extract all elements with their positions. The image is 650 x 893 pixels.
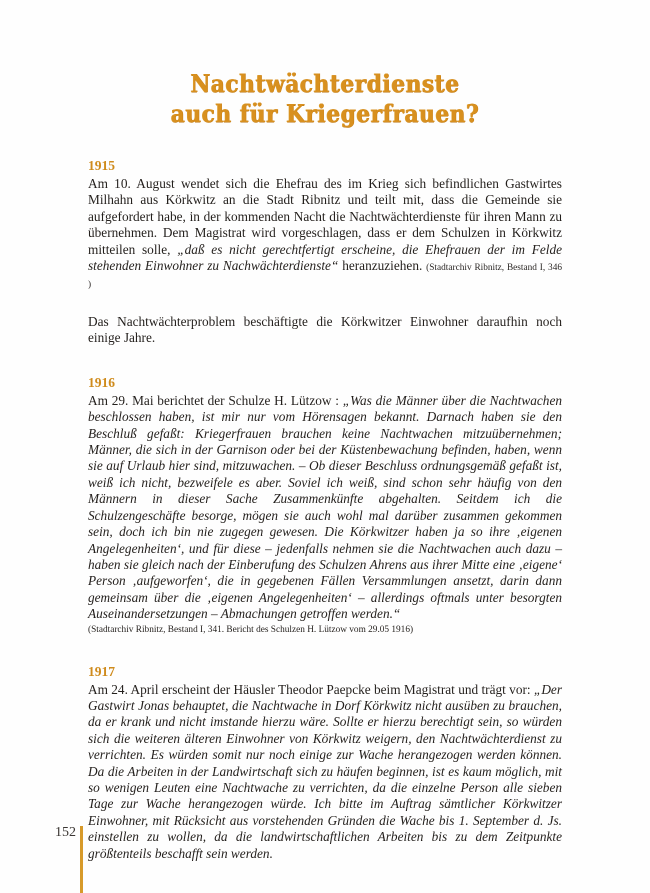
section-1917 [88, 664, 562, 862]
section-paragraph-1916 [88, 393, 562, 623]
section-1915 [88, 158, 562, 292]
section-year-heading-1915: 1915 [88, 158, 115, 173]
page-title-line-2: auch für Kriegerfrauen? [170, 99, 480, 128]
paragraph-lead-1915: Am 10. August wendet sich die Ehefrau des im Krieg sich befindlichen Gastwirtes Milhahn aus Körkwitz an die Stadt Ribnitz und teilt mit, dass die Gemeinde sie aufgefordert habe, in der kommenden Nacht die Nachtwächterdienste für ihren Mann zu übernehmen. Dem Magistrat wird vorgeschlagen, dass er dem Schulzen in Körkwitz mitteilen solle, [88, 176, 562, 257]
spacer [88, 292, 562, 314]
citation-1915: (Stadtarchiv Ribnitz, Bestand I, 346 ) [88, 263, 562, 291]
text-column [88, 158, 562, 862]
quotation-1917: „Der Gastwirt Jonas behauptet, die Nachtwache in Dorf Körkwitz nicht ausüben zu brauchen, da er krank und nicht imstande hierzu wäre. Sollte er hierzu berechtigt sein, so würden sich die weiteren älteren Einwohner von Körkwitz weigern, den Nachtwächterdienst zu verrichten. Es würden somit nur noch einige zur Wache herangezogen werden können. Da die Arbeiten in der Landwirtschaft sich zu häufen beginnen, ist es kaum möglich, mit so wenigen Leuten eine Nachtwache zu verrichten, da die einzelne Person alle sieben Tage zur Wache herangezogen würde. Ich bitte im Auftrag sämtlicher Körkwitzer Einwohner, mit Rücksicht aus vorstehenden Gründen die Wache bis 1. September d. Js. einstellen zu wollen, da die landwirtschaftlichen Arbeiten bis zu dem Zeitpunkte größtenteils beschafft sein werden. [88, 681, 562, 861]
citation-1916: (Stadtarchiv Ribnitz, Bestand I, 341. Bericht des Schulzen H. Lützow vom 29.05 1916) [88, 624, 414, 635]
quotation-1916: „Was die Männer über die Nachtwachen beschlossen haben, ist mir nur vom Hörensagen bekannt. Darnach haben sie den Beschluß gefaßt: Kriegerfrauen brauchen keine Nachtwachen mitzuübernehmen; Männer, die sich in der Garnison oder bei der Küstenbewachung befinden, haben, wenn sie auf Urlaub hier sind, mitzuwachen. – Ob dieser Beschluss ordnungsgemäß gefaßt ist, weiß ich nicht, bezweifele es aber. Soviel ich weiß, sind schon sehr häufig von den Männern in dieser Sache Zusammenkünfte abgehalten. Seitdem ich die Schulzengeschäfte besorge, mögen sie auch wohl mal darüber zusammen gekommen sein, doch ich bin nie zugegen gewesen. Die Körkwitzer haben ja so ihre ‚eigenen Angelegenheiten‘, und für diese – jedenfalls nehmen sie die Nachtwachen auch dazu – haben sie gleich nach der Einberufung des Schulzen Ahrens aus ihrer Mitte eine ‚eigene‘ Person ‚aufgeworfen‘, die in gegebenen Fällen Versammlungen ansetzt, darin dann gemeinsam über die ‚eigenen Angelegenheiten‘ – allerdings oftmals unter besorgten Auseinandersetzungen – Abmachungen getroffen werden.“ [88, 392, 562, 622]
spacer [88, 347, 562, 375]
section-year-heading-1916: 1916 [88, 374, 115, 390]
paragraph-lead-1916: Am 29. Mai berichtet der Schulze H. Lützow : [88, 392, 343, 408]
paragraph-lead-1917: Am 24. April erscheint der Häusler Theodor Paepcke beim Magistrat und trägt vor: [88, 681, 534, 697]
page-number: 152 [55, 825, 76, 840]
section-paragraph-1915 [88, 176, 562, 292]
interlude-paragraph: Das Nachtwächterproblem beschäftigte die Körkwitzer Einwohner daraufhin noch einige Jahre. [88, 314, 562, 346]
section-year-heading-1917: 1917 [88, 663, 115, 679]
page-title [0, 70, 650, 128]
spacer [88, 636, 562, 664]
quotation-1915: „daß es nicht gerechtfertigt erscheine, die Ehefrauen der im Felde stehenden Einwohner zu Nachwächterdienste“ [88, 241, 562, 274]
section-paragraph-1917 [88, 682, 562, 862]
paragraph-tail-1915: heranzuziehen. [338, 258, 427, 274]
section-1916 [88, 375, 562, 636]
footer-accent-rule [80, 826, 83, 893]
page-title-line-1: Nachtwächterdienste [190, 69, 460, 98]
